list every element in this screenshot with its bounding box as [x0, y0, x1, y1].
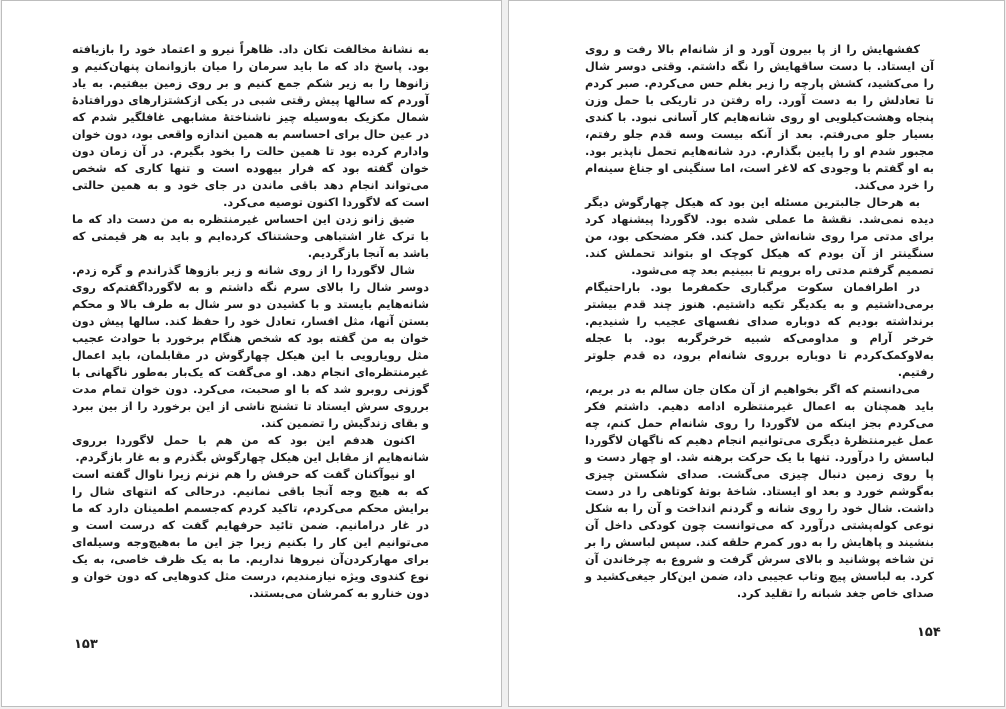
paragraph: شال لاگوردا را از روی شانه و زیر بازوها گذراندم و گره زدم. دوسر شال را بالای سرم نگه داشتم و به لاگورداگفتم‌که روی شانه‌هایم بایستد و با کشیدن دو سر شال به طرف بالا و محکم بستن آنها، مثل افسار، تعادل خود را حفظ کند. سالها پیش دون خوان به من گفته بود که شخص هنگام برخورد با حوادث عجیب مثل رویارویی با این هیکل چهارگوش در مقابلمان، باید اعمال غیرمنتظره‌ای انجام دهد. او می‌گفت که یک‌بار به‌طور ناگهانی با گوزنی روبرو شد که با او صحبت، می‌کرد. دون خوان تمام مدت برروی سرش ایستاد تا تشنج ناشی از این برخورد را از بین ببرد و بقای زندگیش را تضمین کند.	[72, 264, 429, 430]
paragraph: او نیوآکنان گفت که حرفش را هم نزنم زیرا ناوال گفته است که به هیچ وجه آنجا باقی نمانیم. درحالی که انتهای شال را برایش محکم می‌کردم، تاکید کردم که‌جسمم اطمینان دارد که ما در غار درامانیم. ضمن تائید حرفهایم گفت که درست است و می‌توانیم این کار را بکنیم زیرا جز این ما به‌هیچ‌وجه وسیله‌ای برای مهارکردن‌آن نیروها نداریم. ما به یک ظرف خاصی، به یک نوع کندوی ویژه نیازمندیم، درست مثل کدوهایی که دون خوان و دون خنارو به کمرشان می‌بستند.	[72, 468, 429, 600]
paragraph: ضیق زانو زدن این احساس غیرمنتظره به من دست داد که ما با ترک غار اشتباهی وحشتناک کرده‌ایم و باید به هر قیمتی که باشد به آنجا بازگردیم.	[72, 213, 429, 260]
paragraph: کفشهایش را از پا بیرون آورد و از شانه‌ام بالا رفت و روی آن ایستاد. با دست ساقهایش را نگه داشتم. وقتی دوسر شال را می‌کشید، کشش پارچه را زیر بغلم حس می‌کردم. صبر کردم تا تعادلش را به دست آورد. راه رفتن در تاریکی با حمل وزن پنجاه وهشت‌کیلویی او روی شانه‌هایم کار آسانی نبود. با کندی بسیار جلو می‌رفتم. بعد از آنکه بیست وسه قدم جلو رفتم، مجبور شدم او را پایین بگذارم. درد شانه‌هایم تحمل ناپذیر بود. به او گفتم با وجودی که لاغر است، اما سنگینی او جناغ سینه‌ام را خرد می‌کند.	[585, 43, 934, 192]
paragraph: به هرحال جالبترین مسئله این بود که هیکل چهارگوش دیگر دیده نمی‌شد. نقشهٔ ما عملی شده بود. لاگوردا پیشنهاد کرد برای مدتی مرا روی شانه‌اش حمل کند. فکر مضحکی بود، من سنگینتر از آن بودم که هیکل کوچک او بتواند تحملش کند. تصمیم گرفتم مدتی راه برویم تا ببینیم بعد چه می‌شود.	[585, 196, 934, 277]
page-153	[1, 0, 502, 707]
page-number: ۱۵۳	[74, 637, 98, 652]
paragraph: به نشانهٔ مخالفت تکان داد. ظاهراً نیرو و اعتماد خود را بازیافته بود. پاسخ داد که ما باید سرمان را میان بازوانمان پنهان‌کنیم و زانوها را به زیر شکم جمع کنیم و بر روی زمین بیفتیم. به یاد آوردم که سالها پیش رقتی شبی در یکی ازکشتزارهای دورافتادهٔ شمال مکزیک به‌وسیله چیز ناشناخته‌ٔ مشابهی غافلگیر شدم که در عین حال برای احساسم به همین اندازه واقعی بود، دون خوان وادارم کرده بود تا همین حالت را بخود بگیرم. در آن زمان دون خوان گفته بود که فرار بیهوده است و تنها کاری که شخص می‌تواند انجام دهد باقی ماندن در جای خود و به همین حالتی است که لاگوردا اکنون توصیه می‌کرد.	[72, 43, 429, 209]
page-154	[508, 0, 1005, 707]
page-number: ۱۵۴	[917, 625, 941, 640]
page-text-body	[585, 41, 934, 602]
page-text-body	[72, 41, 429, 602]
paragraph: در اطرافمان سکوت مرگباری حکمفرما بود. باراحتیگام برمی‌داشتیم و به یکدیگر تکیه داشتیم. هنوز چند قدم بیشتر برنداشته بودیم که دوباره صدای نفسهای عجیب را شنیدیم. خرخر آرام و مداومی‌که شبیه خرخرگربه بود. با عجله به‌لاوکمک‌کردم تا دوباره برروی شانه‌ام برود، ده قدم جلوتر رفتیم.	[585, 281, 934, 379]
paragraph: اکنون هدفم این بود که من هم با حمل لاگوردا برروی شانه‌هایم از مقابل این هیکل چهارگوش بگذرم و به غار بازگردم.	[72, 434, 429, 464]
paragraph: می‌دانستم که اگر بخواهیم از آن مکان جان سالم به در بریم، باید همچنان به اعمال غیرمنتظره ادامه دهیم. داشتم فکر می‌کردم بجز اینکه من لاگوردا را روی شانه‌ام حمل کنم، چه عمل غیرمنتظرهٔ دیگری می‌توانیم انجام دهیم که ناگهان لاگوردا لباسش را درآورد. تنها با یک حرکت برهنه شد. او چهار دست و پا روی زمین دنبال چیزی می‌گشت. صدای شکستن چیزی به‌گوشم خورد و بعد او ایستاد. شاخهٔ بوتهٔ کوتاهی را در دست داشت. شال خود را روی شانه و گردنم انداخت و آن را به شکل نوعی کوله‌پشتی درآورد که می‌توانست چون کودکی داخل آن بنشیند و پاهایش را به دور کمرم حلقه کند. سپس لباسش را بر تن شاخه پوشانید و بالای سرش گرفت و شروع به چرخاندن آن کرد. به لباسش پیچ وتاب عجیبی داد، ضمن این‌کار جیغی‌کشید و صدای خاص جغد شبانه را تقلید کرد.	[585, 383, 934, 600]
